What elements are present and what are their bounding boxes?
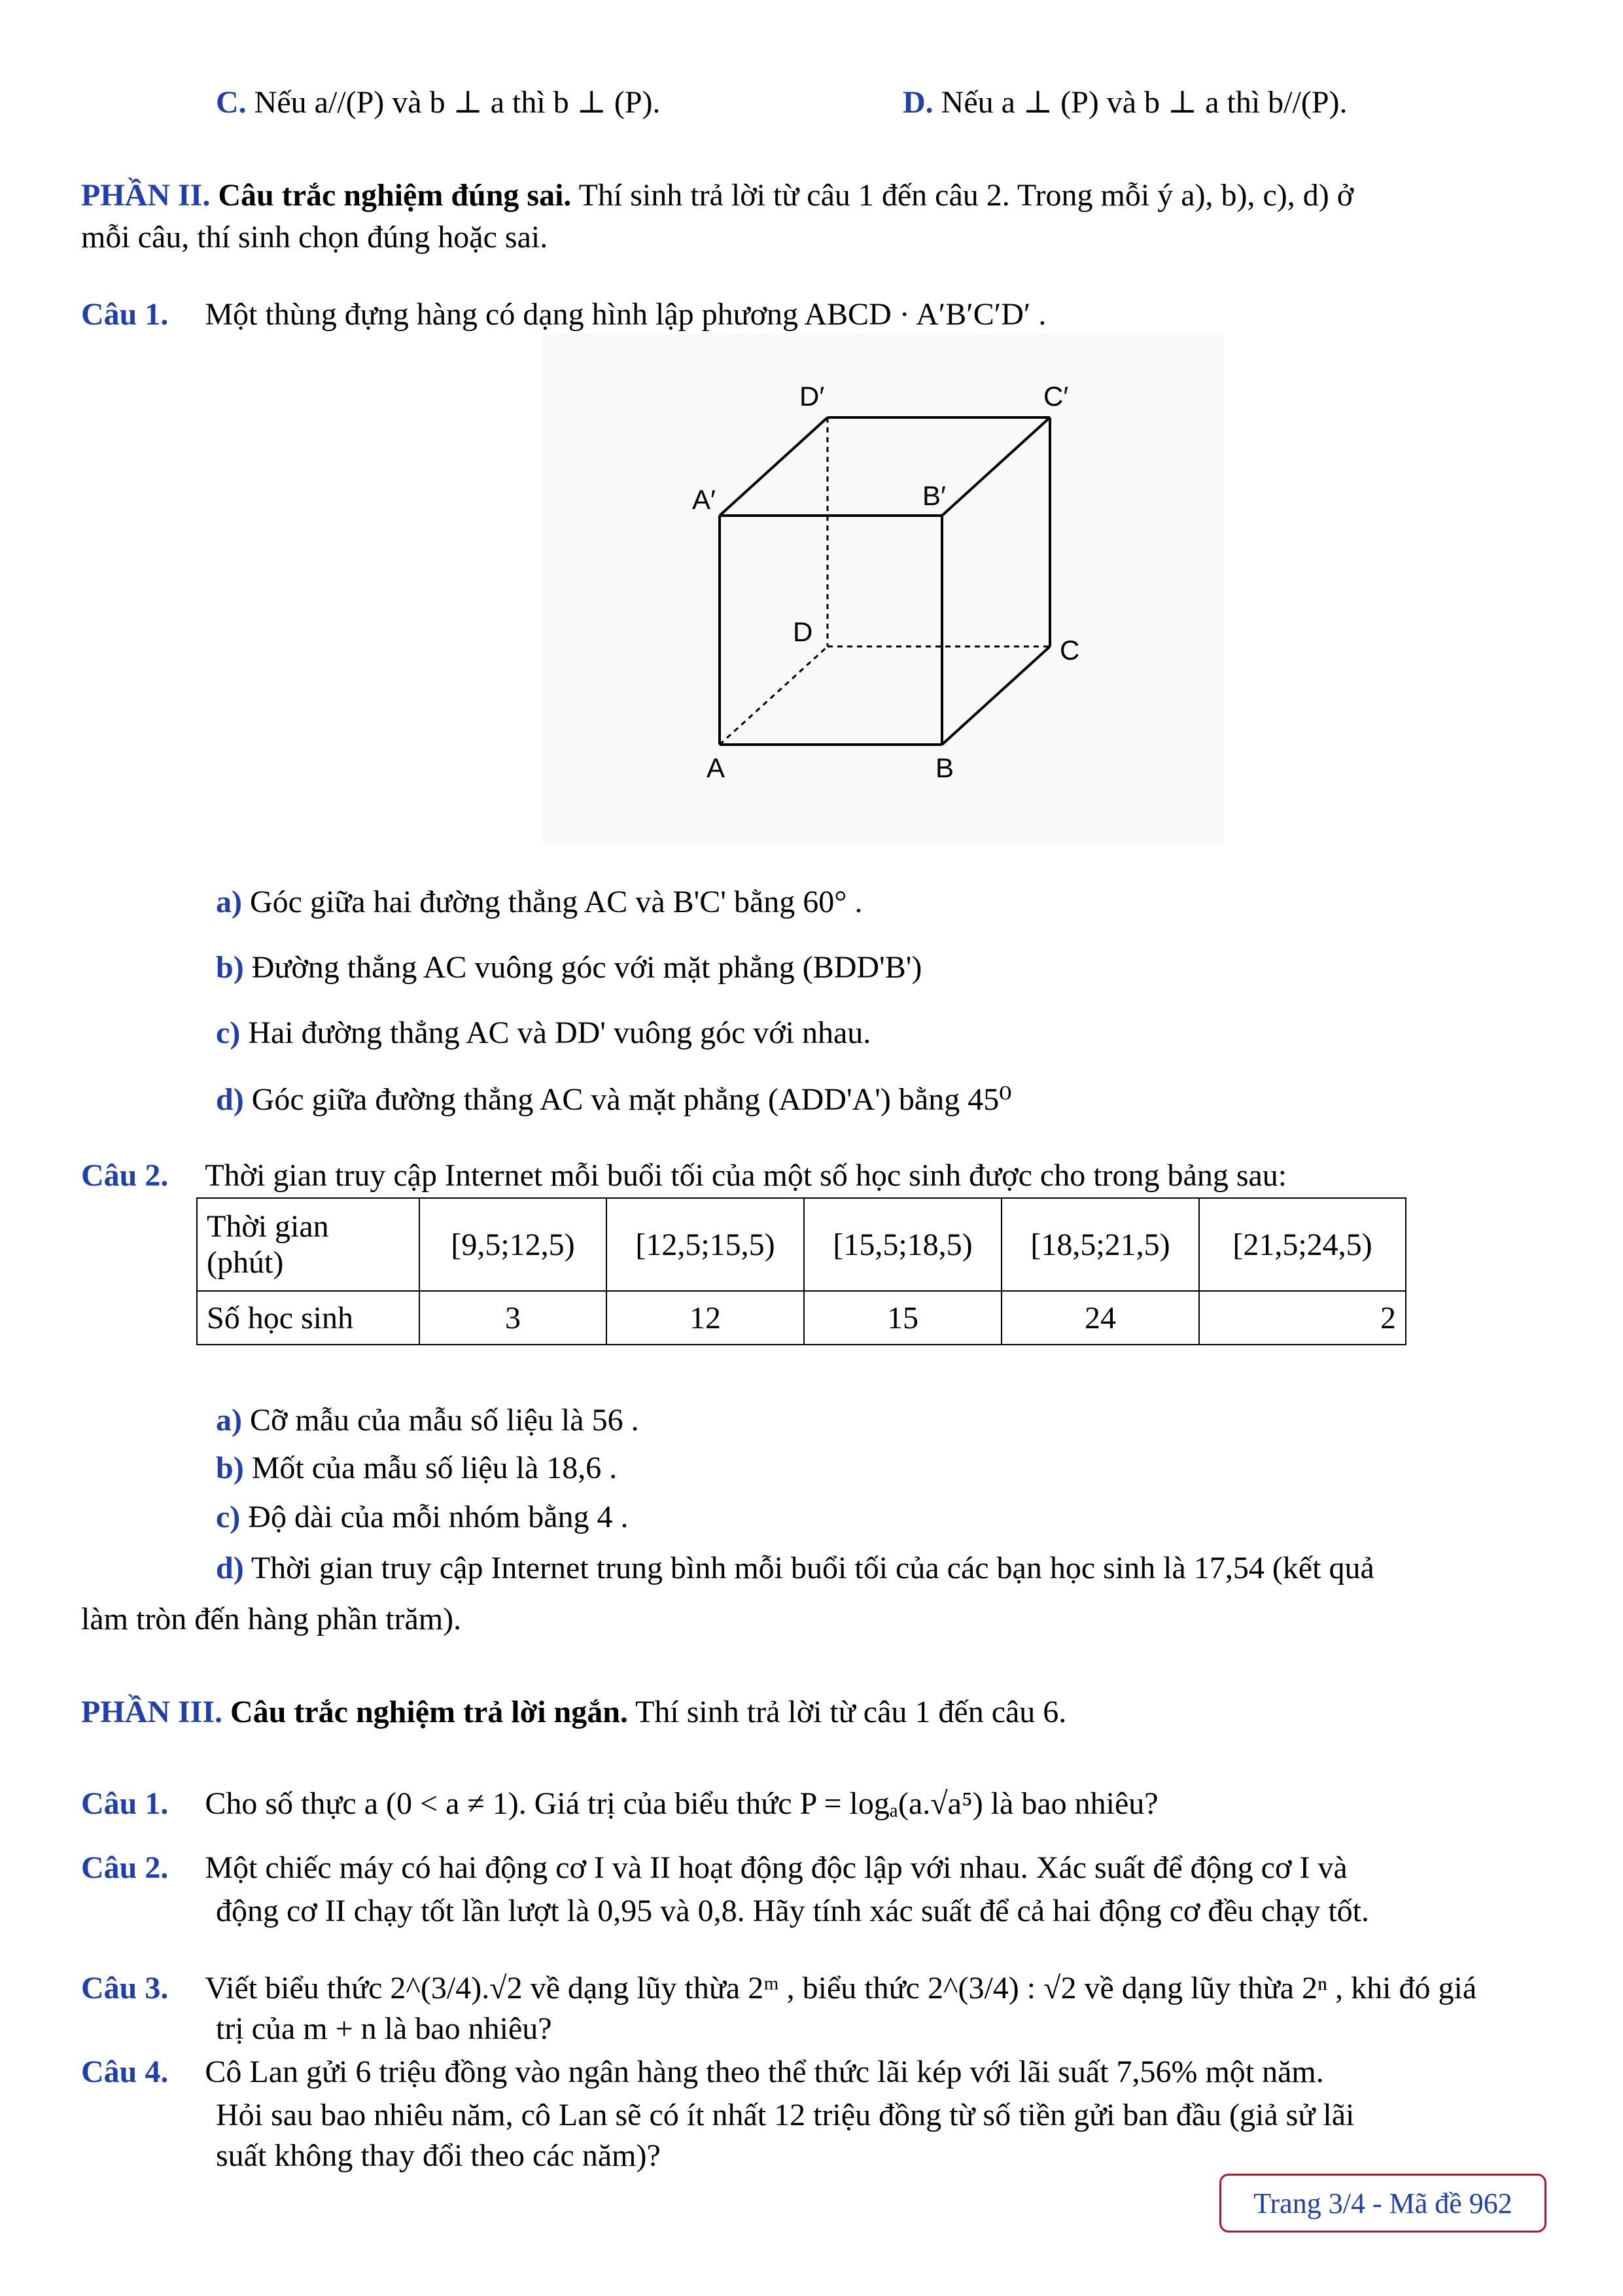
p3-q3-line2: trị của m + n là bao nhiêu? xyxy=(216,2011,552,2046)
option-d-label: D. xyxy=(903,85,934,120)
option-d-text: Nếu a ⊥ (P) và b ⊥ a thì b//(P). xyxy=(941,85,1348,120)
item-text: Cỡ mẫu của mẫu số liệu là 56 . xyxy=(249,1403,639,1438)
option-c-text: Nếu a//(P) và b ⊥ a thì b ⊥ (P). xyxy=(254,85,661,120)
table-interval: [12,5;15,5) xyxy=(606,1198,804,1291)
table-interval: [18,5;21,5) xyxy=(1002,1198,1199,1291)
part3-title: PHẦN III. xyxy=(81,1695,223,1729)
part3-subtitle: Câu trắc nghiệm trả lời ngắn. xyxy=(230,1695,628,1729)
table-interval: [15,5;18,5) xyxy=(804,1198,1002,1291)
p2-q2-label: Câu 2. xyxy=(81,1158,169,1193)
page-info: Trang 3/4 - Mã đề 962 xyxy=(1253,2187,1512,2219)
figure-background xyxy=(543,334,1223,844)
item-text: Độ dài của mỗi nhóm bằng 4 . xyxy=(248,1500,629,1534)
p2-q1 xyxy=(81,296,1046,334)
p2-q1-item-d xyxy=(216,1081,1011,1119)
label-a: A xyxy=(707,752,725,783)
item-label: d) xyxy=(216,1082,244,1117)
page-footer xyxy=(1219,2174,1546,2233)
p2-q2-item-b xyxy=(216,1449,617,1487)
item-text: Thời gian truy cập Internet trung bình mỗi buổi tối của các bạn học sinh là 17,54 (kết quả xyxy=(251,1551,1374,1585)
p2-q2-item-a xyxy=(216,1402,639,1439)
p3-q2 xyxy=(81,1849,1348,1887)
p2-q2-item-c xyxy=(216,1498,629,1536)
label-d: D xyxy=(793,616,813,647)
label-d-prime: D′ xyxy=(799,381,825,412)
table-count: 12 xyxy=(606,1291,804,1345)
option-c xyxy=(216,84,661,122)
item-text: Mốt của mẫu số liệu là 18,6 . xyxy=(251,1451,618,1485)
table-row xyxy=(197,1198,1406,1291)
part3-heading xyxy=(81,1693,1066,1731)
question-label: Câu 2. xyxy=(81,1850,169,1885)
question-text: Cho số thực a (0 < a ≠ 1). Giá trị của biểu thức P = logₐ(a.√a⁵) là bao nhiêu? xyxy=(205,1786,1159,1821)
label-b-prime: B′ xyxy=(922,480,946,511)
p2-q1-label: Câu 1. xyxy=(81,297,169,332)
table-count: 15 xyxy=(804,1291,1002,1345)
item-label: b) xyxy=(216,1451,244,1485)
table-count: 2 xyxy=(1199,1291,1406,1345)
question-label: Câu 4. xyxy=(81,2055,169,2089)
table-header-students: Số học sinh xyxy=(197,1291,419,1345)
option-d xyxy=(903,84,1348,122)
p2-q1-item-c xyxy=(216,1014,871,1052)
label-c: C xyxy=(1060,635,1080,665)
item-label: c) xyxy=(216,1016,241,1050)
p3-q4 xyxy=(81,2053,1324,2091)
p2-q1-text: Một thùng đựng hàng có dạng hình lập phương ABCD · A′B′C′D′ . xyxy=(205,297,1047,332)
label-b: B xyxy=(935,752,954,783)
question-text: Viết biểu thức 2^(3/4).√2 về dạng lũy thừa 2ᵐ , biểu thức 2^(3/4) : √2 về dạng lũy thừa 2ⁿ , khi đó giá xyxy=(205,1971,1477,2005)
table-count: 3 xyxy=(419,1291,606,1345)
p2-q1-item-a xyxy=(216,883,862,921)
item-label: a) xyxy=(216,885,242,919)
item-label: b) xyxy=(216,950,244,985)
item-label: d) xyxy=(216,1551,244,1585)
part2-heading xyxy=(81,177,1353,215)
label-a-prime: A′ xyxy=(692,484,716,515)
question-label: Câu 3. xyxy=(81,1971,169,2005)
part3-instruction: Thí sinh trả lời từ câu 1 đến câu 6. xyxy=(635,1695,1067,1729)
p2-q2 xyxy=(81,1157,1287,1195)
p3-q2-line2: động cơ II chạy tốt lần lượt là 0,95 và 0,8. Hãy tính xác suất để cả hai động cơ đều chạy tốt. xyxy=(216,1894,1369,1928)
table-header-time: Thời gian (phút) xyxy=(197,1198,419,1291)
table-interval: [9,5;12,5) xyxy=(419,1198,606,1291)
p3-q1 xyxy=(81,1785,1159,1823)
item-text: Góc giữa hai đường thẳng AC và B'C' bằng 60° . xyxy=(249,885,863,919)
p2-q2-item-d xyxy=(216,1549,1374,1587)
question-text: Cô Lan gửi 6 triệu đồng vào ngân hàng theo thể thức lãi kép với lãi suất 7,56% một năm. xyxy=(205,2055,1324,2089)
item-text: Hai đường thẳng AC và DD' vuông góc với nhau. xyxy=(248,1016,871,1050)
part2-instruction: Thí sinh trả lời từ câu 1 đến câu 2. Trong mỗi ý a), b), c), d) ở xyxy=(578,178,1354,213)
part2-instruction-line2: mỗi câu, thí sinh chọn đúng hoặc sai. xyxy=(81,220,548,255)
p3-q4-line2: Hỏi sau bao nhiêu năm, cô Lan sẽ có ít nhất 12 triệu đồng từ số tiền gửi ban đầu (giả sử lãi xyxy=(216,2098,1355,2132)
p3-q3 xyxy=(81,1969,1476,2007)
option-c-label: C. xyxy=(216,85,247,120)
question-label: Câu 1. xyxy=(81,1786,169,1821)
question-text: Một chiếc máy có hai động cơ I và II hoạt động độc lập với nhau. Xác suất để động cơ I và xyxy=(205,1850,1348,1885)
p3-q4-line3: suất không thay đổi theo các năm)? xyxy=(216,2138,661,2173)
cube-figure xyxy=(543,334,1223,844)
item-text: Đường thẳng AC vuông góc với mặt phẳng (BDD'B') xyxy=(251,950,922,985)
p2-q2-item-d-cont: làm tròn đến hàng phần trăm). xyxy=(81,1602,462,1636)
p2-q2-text: Thời gian truy cập Internet mỗi buổi tối của một số học sinh được cho trong bảng sau: xyxy=(205,1158,1287,1193)
table-interval: [21,5;24,5) xyxy=(1199,1198,1406,1291)
item-label: c) xyxy=(216,1500,241,1534)
part2-subtitle: Câu trắc nghiệm đúng sai. xyxy=(218,178,572,213)
item-label: a) xyxy=(216,1403,242,1438)
item-text: Góc giữa đường thẳng AC và mặt phẳng (ADD'A') bằng 45⁰ xyxy=(251,1082,1012,1117)
frequency-table xyxy=(196,1197,1406,1345)
table-count: 24 xyxy=(1002,1291,1199,1345)
part2-title: PHẦN II. xyxy=(81,178,211,213)
p2-q1-item-b xyxy=(216,949,922,987)
label-c-prime: C′ xyxy=(1043,381,1069,412)
table-row xyxy=(197,1291,1406,1345)
